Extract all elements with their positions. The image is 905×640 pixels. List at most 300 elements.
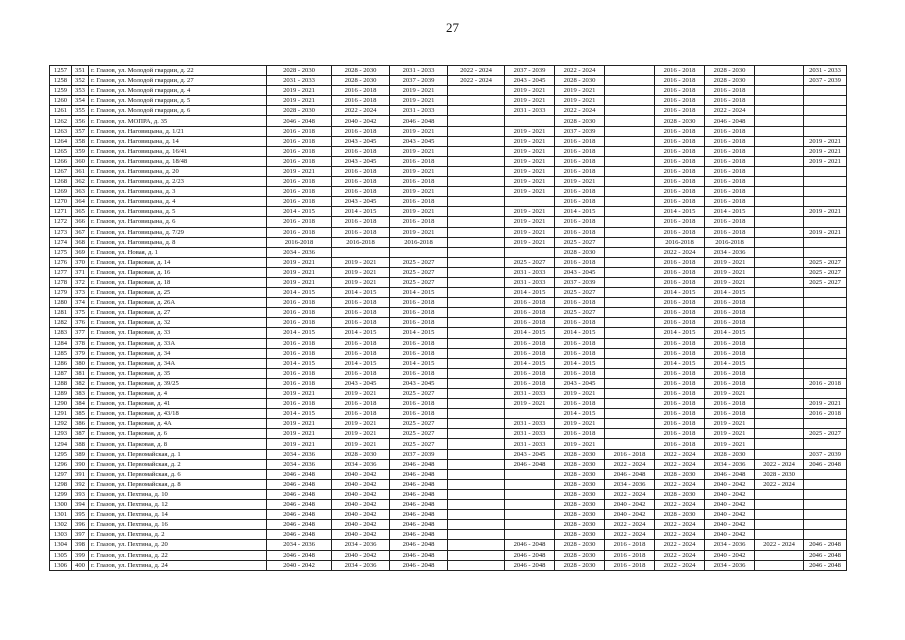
- item-number-cell: 372: [72, 277, 89, 287]
- period-cell: 2028 - 2030: [555, 500, 605, 510]
- period-cell: 2043 - 2045: [332, 197, 390, 207]
- period-cell: 2014 - 2015: [705, 358, 755, 368]
- period-cell: 2040 - 2042: [332, 550, 390, 560]
- row-index-cell: 1282: [50, 318, 72, 328]
- period-cell: [448, 520, 505, 530]
- period-cell: [605, 166, 655, 176]
- period-cell: [605, 146, 655, 156]
- period-cell: 2016 - 2018: [332, 126, 390, 136]
- address-cell: г. Глазов, ул. Пехтина, д. 20: [89, 540, 267, 550]
- period-cell: [448, 277, 505, 287]
- period-cell: 2022 - 2024: [605, 459, 655, 469]
- period-cell: 2028 - 2030: [555, 510, 605, 520]
- table-row: [50, 116, 847, 126]
- item-number-cell: 394: [72, 500, 89, 510]
- period-cell: 2016 - 2018: [267, 227, 332, 237]
- item-number-cell: 395: [72, 510, 89, 520]
- period-cell: 2016 - 2018: [655, 348, 705, 358]
- period-cell: 2016 - 2018: [605, 449, 655, 459]
- period-cell: 2034 - 2036: [705, 540, 755, 550]
- period-cell: 2022 - 2024: [605, 520, 655, 530]
- period-cell: 2019 - 2021: [267, 389, 332, 399]
- item-number-cell: 375: [72, 308, 89, 318]
- item-number-cell: 384: [72, 399, 89, 409]
- period-cell: 2019 - 2021: [390, 96, 448, 106]
- period-cell: 2043 - 2045: [332, 156, 390, 166]
- period-cell: 2016 - 2018: [267, 338, 332, 348]
- period-cell: 2016 - 2018: [705, 378, 755, 388]
- period-cell: 2028 - 2030: [705, 449, 755, 459]
- table-row: [50, 146, 847, 156]
- table-row: [50, 277, 847, 287]
- item-number-cell: 397: [72, 530, 89, 540]
- period-cell: 2046 - 2048: [267, 510, 332, 520]
- item-number-cell: 385: [72, 409, 89, 419]
- period-cell: [448, 419, 505, 429]
- period-cell: 2019 - 2021: [555, 389, 605, 399]
- period-cell: [755, 358, 804, 368]
- period-cell: [448, 338, 505, 348]
- period-cell: [605, 86, 655, 96]
- period-cell: 2016 - 2018: [655, 96, 705, 106]
- period-cell: [804, 469, 847, 479]
- address-cell: г. Глазов, ул. Пехтина, д. 14: [89, 510, 267, 520]
- period-cell: 2016 - 2018: [390, 217, 448, 227]
- row-index-cell: 1290: [50, 399, 72, 409]
- period-cell: 2019 - 2021: [555, 177, 605, 187]
- period-cell: 2019 - 2021: [332, 389, 390, 399]
- item-number-cell: 357: [72, 126, 89, 136]
- table-row: [50, 368, 847, 378]
- table-row: [50, 459, 847, 469]
- period-cell: 2046 - 2048: [804, 540, 847, 550]
- period-cell: [505, 197, 555, 207]
- period-cell: [755, 338, 804, 348]
- period-cell: [755, 106, 804, 116]
- period-cell: [755, 187, 804, 197]
- period-cell: 2016 - 2018: [605, 560, 655, 570]
- period-cell: 2016 - 2018: [555, 146, 605, 156]
- period-cell: [448, 308, 505, 318]
- address-cell: г. Глазов, ул. Наговицына, д. 8: [89, 237, 267, 247]
- period-cell: [804, 500, 847, 510]
- period-cell: 2016 - 2018: [505, 338, 555, 348]
- item-number-cell: 363: [72, 187, 89, 197]
- period-cell: 2016 - 2018: [390, 308, 448, 318]
- period-cell: 2014 - 2015: [555, 207, 605, 217]
- period-cell: 2028 - 2030: [555, 560, 605, 570]
- period-cell: 2016 - 2018: [555, 257, 605, 267]
- period-cell: 2040 - 2042: [332, 530, 390, 540]
- period-cell: [804, 237, 847, 247]
- period-cell: [448, 479, 505, 489]
- period-cell: 2040 - 2042: [332, 510, 390, 520]
- period-cell: [804, 318, 847, 328]
- period-cell: 2019 - 2021: [390, 166, 448, 176]
- period-cell: [804, 247, 847, 257]
- period-cell: 2028 - 2030: [755, 469, 804, 479]
- period-cell: [605, 368, 655, 378]
- period-cell: 2014 - 2015: [267, 288, 332, 298]
- address-cell: г. Глазов, ул. Молодой гвардии, д. 27: [89, 76, 267, 86]
- period-cell: 2019 - 2021: [705, 439, 755, 449]
- row-index-cell: 1269: [50, 187, 72, 197]
- period-cell: [755, 530, 804, 540]
- period-cell: [448, 126, 505, 136]
- period-cell: [448, 288, 505, 298]
- period-cell: [804, 187, 847, 197]
- period-cell: 2019 - 2021: [804, 156, 847, 166]
- period-cell: [755, 227, 804, 237]
- period-cell: [448, 348, 505, 358]
- table-row: [50, 338, 847, 348]
- period-cell: [755, 500, 804, 510]
- table-row: [50, 227, 847, 237]
- period-cell: [505, 247, 555, 257]
- period-cell: 2016 - 2018: [705, 409, 755, 419]
- period-cell: 2016 - 2018: [267, 126, 332, 136]
- period-cell: 2046 - 2048: [390, 530, 448, 540]
- period-cell: 2037 - 2039: [390, 76, 448, 86]
- period-cell: 2043 - 2045: [332, 378, 390, 388]
- period-cell: 2046 - 2048: [267, 500, 332, 510]
- period-cell: 2019 - 2021: [390, 146, 448, 156]
- address-cell: г. Глазов, ул. Парковая, д. 16: [89, 267, 267, 277]
- period-cell: [804, 439, 847, 449]
- item-number-cell: 360: [72, 156, 89, 166]
- period-cell: [448, 540, 505, 550]
- period-cell: [755, 449, 804, 459]
- period-cell: 2019 - 2021: [390, 187, 448, 197]
- period-cell: [448, 227, 505, 237]
- row-index-cell: 1305: [50, 550, 72, 560]
- period-cell: 2016 - 2018: [390, 156, 448, 166]
- period-cell: 2016-2018: [705, 237, 755, 247]
- period-cell: [605, 156, 655, 166]
- period-cell: 2019 - 2021: [505, 227, 555, 237]
- address-cell: г. Глазов, ул. Парковая, д. 25: [89, 288, 267, 298]
- address-cell: г. Глазов, ул. Парковая, д. 34А: [89, 358, 267, 368]
- page-number: 27: [446, 20, 459, 35]
- period-cell: 2019 - 2021: [505, 146, 555, 156]
- period-cell: 2025 - 2027: [390, 277, 448, 287]
- row-index-cell: 1295: [50, 449, 72, 459]
- period-cell: 2016 - 2018: [804, 409, 847, 419]
- period-cell: 2016 - 2018: [390, 177, 448, 187]
- period-cell: 2022 - 2024: [655, 560, 705, 570]
- period-cell: 2016 - 2018: [332, 308, 390, 318]
- address-cell: г. Глазов, ул. Пехтина, д. 24: [89, 560, 267, 570]
- period-cell: [605, 177, 655, 187]
- row-index-cell: 1298: [50, 479, 72, 489]
- period-cell: 2046 - 2048: [267, 520, 332, 530]
- period-cell: 2016 - 2018: [332, 348, 390, 358]
- period-cell: [448, 106, 505, 116]
- period-cell: [755, 439, 804, 449]
- item-number-cell: 373: [72, 288, 89, 298]
- period-cell: [448, 207, 505, 217]
- period-cell: 2016 - 2018: [332, 318, 390, 328]
- period-cell: 2046 - 2048: [267, 469, 332, 479]
- period-cell: 2031 - 2033: [804, 66, 847, 76]
- period-cell: 2043 - 2045: [332, 136, 390, 146]
- period-cell: 2022 - 2024: [555, 106, 605, 116]
- period-cell: 2014 - 2015: [332, 288, 390, 298]
- period-cell: 2016 - 2018: [555, 429, 605, 439]
- period-cell: 2028 - 2030: [555, 550, 605, 560]
- period-cell: 2022 - 2024: [555, 66, 605, 76]
- period-cell: 2025 - 2027: [505, 257, 555, 267]
- address-cell: г. Глазов, ул. Наговицына, д. 16/41: [89, 146, 267, 156]
- period-cell: 2016 - 2018: [332, 338, 390, 348]
- period-cell: [448, 298, 505, 308]
- period-cell: 2019 - 2021: [555, 419, 605, 429]
- period-cell: 2046 - 2048: [267, 530, 332, 540]
- period-cell: 2037 - 2039: [555, 277, 605, 287]
- item-number-cell: 380: [72, 358, 89, 368]
- period-cell: [448, 237, 505, 247]
- period-cell: 2016-2018: [390, 237, 448, 247]
- row-index-cell: 1262: [50, 116, 72, 126]
- row-index-cell: 1258: [50, 76, 72, 86]
- period-cell: [448, 429, 505, 439]
- period-cell: 2031 - 2033: [505, 389, 555, 399]
- period-cell: 2037 - 2039: [390, 449, 448, 459]
- period-cell: [505, 520, 555, 530]
- period-cell: [605, 247, 655, 257]
- period-cell: 2019 - 2021: [390, 207, 448, 217]
- period-cell: [448, 187, 505, 197]
- period-cell: 2016 - 2018: [505, 368, 555, 378]
- period-cell: [755, 116, 804, 126]
- period-cell: 2016 - 2018: [390, 348, 448, 358]
- period-cell: [804, 338, 847, 348]
- address-cell: г. Глазов, ул. Парковая, д. 8: [89, 439, 267, 449]
- period-cell: 2046 - 2048: [505, 560, 555, 570]
- period-cell: 2016 - 2018: [705, 308, 755, 318]
- period-cell: 2034 - 2036: [267, 247, 332, 257]
- period-cell: [605, 318, 655, 328]
- address-cell: г. Глазов, ул. Парковая, д. 26А: [89, 298, 267, 308]
- address-cell: г. Глазов, ул. Наговицына, д. 14: [89, 136, 267, 146]
- period-cell: 2025 - 2027: [390, 439, 448, 449]
- table-row: [50, 439, 847, 449]
- item-number-cell: 365: [72, 207, 89, 217]
- period-cell: 2016 - 2018: [267, 187, 332, 197]
- table-row: [50, 247, 847, 257]
- table-row: [50, 267, 847, 277]
- period-cell: 2022 - 2024: [605, 530, 655, 540]
- period-cell: 2037 - 2039: [555, 126, 605, 136]
- period-cell: 2016 - 2018: [655, 429, 705, 439]
- period-cell: 2016 - 2018: [332, 368, 390, 378]
- item-number-cell: 396: [72, 520, 89, 530]
- period-cell: 2046 - 2048: [804, 459, 847, 469]
- address-cell: г. Глазов, ул. Парковая, д. 33: [89, 328, 267, 338]
- period-cell: 2016 - 2018: [390, 197, 448, 207]
- period-cell: 2016 - 2018: [655, 318, 705, 328]
- row-index-cell: 1274: [50, 237, 72, 247]
- address-cell: г. Глазов, ул. Молодой гвардии, д. 4: [89, 86, 267, 96]
- period-cell: 2016 - 2018: [655, 399, 705, 409]
- period-cell: 2046 - 2048: [390, 500, 448, 510]
- address-cell: г. Глазов, ул. Первомайская, д. 6: [89, 469, 267, 479]
- item-number-cell: 383: [72, 389, 89, 399]
- period-cell: [605, 328, 655, 338]
- period-cell: [755, 267, 804, 277]
- period-cell: 2014 - 2015: [555, 328, 605, 338]
- period-cell: 2016 - 2018: [705, 187, 755, 197]
- row-index-cell: 1300: [50, 500, 72, 510]
- item-number-cell: 393: [72, 489, 89, 499]
- period-cell: 2046 - 2048: [505, 550, 555, 560]
- table-row: [50, 298, 847, 308]
- period-cell: 2040 - 2042: [605, 510, 655, 520]
- period-cell: 2016-2018: [332, 237, 390, 247]
- period-cell: [505, 116, 555, 126]
- period-cell: [505, 500, 555, 510]
- item-number-cell: 371: [72, 267, 89, 277]
- period-cell: 2016 - 2018: [267, 308, 332, 318]
- period-cell: [448, 328, 505, 338]
- table-row: [50, 328, 847, 338]
- period-cell: [755, 510, 804, 520]
- item-number-cell: 398: [72, 540, 89, 550]
- period-cell: 2019 - 2021: [267, 166, 332, 176]
- period-cell: [605, 257, 655, 267]
- period-cell: 2025 - 2027: [555, 308, 605, 318]
- table-row: [50, 399, 847, 409]
- period-cell: 2043 - 2045: [390, 378, 448, 388]
- period-cell: [605, 378, 655, 388]
- period-cell: [755, 166, 804, 176]
- period-cell: 2019 - 2021: [267, 439, 332, 449]
- item-number-cell: 351: [72, 66, 89, 76]
- period-cell: 2019 - 2021: [555, 96, 605, 106]
- item-number-cell: 364: [72, 197, 89, 207]
- period-cell: 2016 - 2018: [705, 166, 755, 176]
- period-cell: 2019 - 2021: [705, 257, 755, 267]
- row-index-cell: 1257: [50, 66, 72, 76]
- row-index-cell: 1297: [50, 469, 72, 479]
- period-cell: 2028 - 2030: [555, 449, 605, 459]
- row-index-cell: 1279: [50, 288, 72, 298]
- period-cell: 2022 - 2024: [448, 76, 505, 86]
- period-cell: 2028 - 2030: [267, 106, 332, 116]
- period-cell: [804, 96, 847, 106]
- period-cell: 2019 - 2021: [267, 419, 332, 429]
- period-cell: [448, 257, 505, 267]
- period-cell: 2031 - 2033: [505, 106, 555, 116]
- period-cell: 2046 - 2048: [390, 550, 448, 560]
- period-cell: 2019 - 2021: [555, 439, 605, 449]
- period-cell: 2016 - 2018: [705, 156, 755, 166]
- period-cell: [448, 550, 505, 560]
- table-row: [50, 409, 847, 419]
- period-cell: 2016 - 2018: [390, 399, 448, 409]
- period-cell: 2019 - 2021: [505, 86, 555, 96]
- period-cell: 2028 - 2030: [555, 76, 605, 86]
- address-cell: г. Глазов, ул. Парковая, д. 41: [89, 399, 267, 409]
- period-cell: [505, 489, 555, 499]
- period-cell: 2046 - 2048: [267, 116, 332, 126]
- table-row: [50, 500, 847, 510]
- period-cell: 2025 - 2027: [390, 389, 448, 399]
- period-cell: 2016 - 2018: [332, 177, 390, 187]
- period-cell: 2016 - 2018: [267, 197, 332, 207]
- period-cell: 2028 - 2030: [705, 66, 755, 76]
- period-cell: 2016 - 2018: [655, 419, 705, 429]
- period-cell: 2016 - 2018: [705, 96, 755, 106]
- period-cell: 2025 - 2027: [390, 429, 448, 439]
- period-cell: 2022 - 2024: [655, 449, 705, 459]
- period-cell: 2016 - 2018: [332, 187, 390, 197]
- period-cell: 2046 - 2048: [390, 540, 448, 550]
- period-cell: [605, 197, 655, 207]
- period-cell: [804, 308, 847, 318]
- table-row: [50, 489, 847, 499]
- period-cell: [755, 560, 804, 570]
- item-number-cell: 359: [72, 146, 89, 156]
- period-cell: 2016 - 2018: [655, 277, 705, 287]
- period-cell: 2043 - 2045: [505, 76, 555, 86]
- period-cell: 2040 - 2042: [332, 520, 390, 530]
- period-cell: 2028 - 2030: [332, 76, 390, 86]
- period-cell: 2016 - 2018: [655, 106, 705, 116]
- period-cell: [448, 469, 505, 479]
- row-index-cell: 1266: [50, 156, 72, 166]
- row-index-cell: 1302: [50, 520, 72, 530]
- period-cell: 2046 - 2048: [804, 550, 847, 560]
- item-number-cell: 392: [72, 479, 89, 489]
- period-cell: [804, 328, 847, 338]
- period-cell: [804, 389, 847, 399]
- table-row: [50, 187, 847, 197]
- period-cell: 2028 - 2030: [555, 540, 605, 550]
- row-index-cell: 1278: [50, 277, 72, 287]
- period-cell: 2019 - 2021: [804, 146, 847, 156]
- period-cell: [755, 489, 804, 499]
- table-row: [50, 479, 847, 489]
- period-cell: 2014 - 2015: [705, 328, 755, 338]
- period-cell: [605, 338, 655, 348]
- period-cell: 2016 - 2018: [655, 156, 705, 166]
- period-cell: 2014 - 2015: [655, 207, 705, 217]
- row-index-cell: 1270: [50, 197, 72, 207]
- period-cell: 2016 - 2018: [705, 197, 755, 207]
- period-cell: 2019 - 2021: [267, 96, 332, 106]
- period-cell: [332, 247, 390, 257]
- period-cell: 2016 - 2018: [605, 540, 655, 550]
- row-index-cell: 1294: [50, 439, 72, 449]
- address-cell: г. Глазов, ул. Первомайская, д. 8: [89, 479, 267, 489]
- period-cell: 2014 - 2015: [505, 358, 555, 368]
- period-cell: [755, 550, 804, 560]
- period-cell: [755, 86, 804, 96]
- period-cell: 2019 - 2021: [267, 267, 332, 277]
- period-cell: 2016 - 2018: [655, 177, 705, 187]
- period-cell: 2034 - 2036: [705, 560, 755, 570]
- address-cell: г. Глазов, ул. Наговицына, д. 6: [89, 217, 267, 227]
- period-cell: 2016 - 2018: [390, 298, 448, 308]
- table-row: [50, 288, 847, 298]
- period-cell: 2016 - 2018: [267, 348, 332, 358]
- period-cell: 2046 - 2048: [390, 560, 448, 570]
- row-index-cell: 1299: [50, 489, 72, 499]
- period-cell: [804, 177, 847, 187]
- table-row: [50, 530, 847, 540]
- period-cell: 2025 - 2027: [555, 237, 605, 247]
